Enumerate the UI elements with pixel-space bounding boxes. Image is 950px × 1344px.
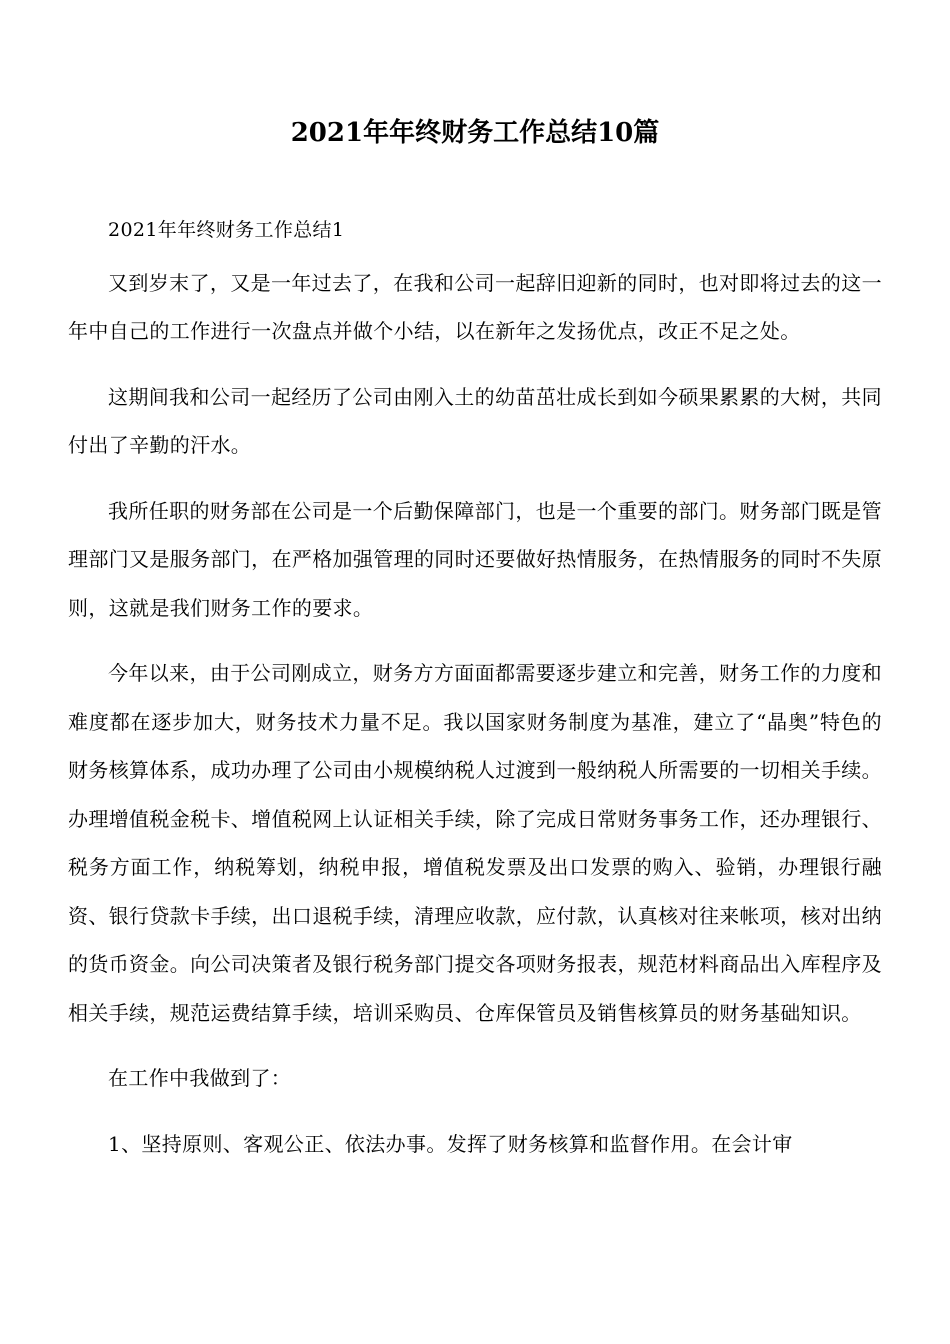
paragraph-2: 这期间我和公司一起经历了公司由刚入土的幼苗茁壮成长到如今硕果累累的大树，共同付出了辛勤的汗水。 [68,384,882,457]
paragraph-1: 又到岁末了，又是一年过去了，在我和公司一起辞旧迎新的同时，也对即将过去的这一年中自己的工作进行一次盘点并做个小结，以在新年之发扬优点，改正不足之处。 [68,270,882,343]
paragraph-5: 在工作中我做到了： [108,1066,292,1090]
paragraph-3: 我所任职的财务部在公司是一个后勤保障部门，也是一个重要的部门。财务部门既是管理部门又是服务部门，在严格加强管理的同时还要做好热情服务，在热情服务的同时不失原则，这就是我们财务工作的要求。 [68,498,882,620]
paragraph-4: 今年以来，由于公司刚成立，财务方方面面都需要逐步建立和完善，财务工作的力度和难度都在逐步加大，财务技术力量不足。我以国家财务制度为基准，建立了“晶奥”特色的财务核算体系，成功办理了公司由小规模纳税人过渡到一般纳税人所需要的一切相关手续。办理增值税金税卡、增值税网上认证相关手续，除了完成日常财务事务工作，还办理银行、税务方面工作，纳税筹划，纳税申报，增值税发票及出口发票的购入、验销，办理银行融资、银行贷款卡手续，出口退税手续，清理应收款，应付款，认真核对往来帐项，核对出纳的货币资金。向公司决策者及银行税务部门提交各项财务报表，规范材料商品出入库程序及相关手续，规范运费结算手续，培训采购员、仓库保管员及销售核算员的财务基础知识。 [68,661,882,1025]
paragraph-6: 1、坚持原则、客观公正、依法办事。发挥了财务核算和监督作用。在会计审 [108,1131,793,1156]
document-body [68,206,882,1185]
document-title: 2021年年终财务工作总结10篇 [290,118,660,149]
section-heading: 2021年年终财务工作总结1 [108,219,345,241]
